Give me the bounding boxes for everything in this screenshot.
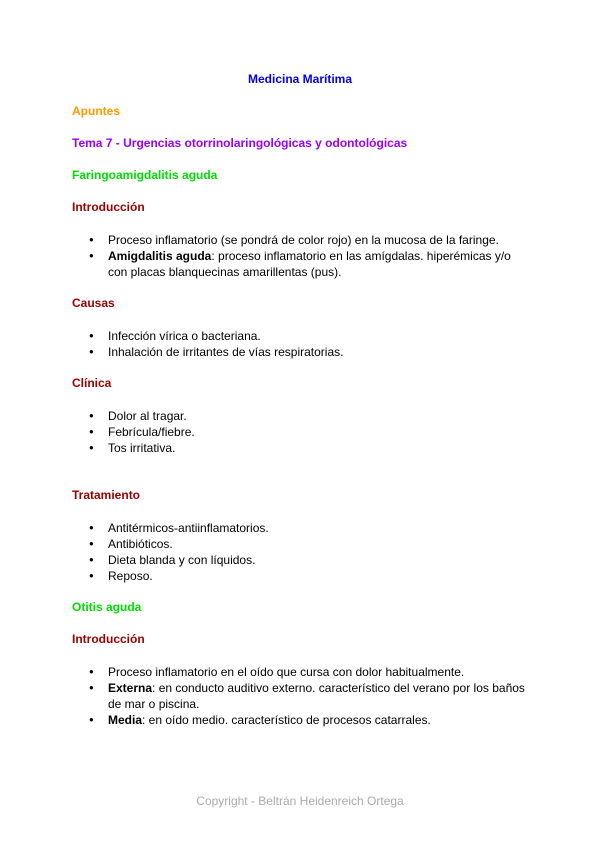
tema-heading: Tema 7 - Urgencias otorrinolaringológicas y odontológicas — [72, 136, 408, 150]
term-amigdalitis: Amigdalitis aguda — [108, 249, 212, 263]
section-title-faringoamigdalitis: Faringoamigdalitis aguda — [72, 168, 218, 182]
list-item: ● Febrícula/fiebre. — [72, 424, 532, 440]
subheading-tratamiento: Tratamiento — [72, 488, 141, 502]
document-title: Medicina Marítima — [247, 72, 353, 86]
intro-list-2 — [72, 664, 532, 728]
list-item: ● Dieta blanda y con líquidos. — [72, 552, 532, 568]
list-item: ● Inhalación de irritantes de vías respiratorias. — [72, 344, 532, 360]
copyright-footer: Copyright - Beltrán Heidenreich Ortega — [196, 794, 404, 808]
list-item: ● Dolor al tragar. — [72, 408, 532, 424]
list-item: ● Tos irritativa. — [72, 440, 532, 456]
list-item: ● Externa: en conducto auditivo externo. característico del verano por los baños de mar o piscina. — [72, 680, 532, 712]
clinica-list — [72, 408, 532, 456]
subheading-clinica: Clínica — [72, 376, 112, 390]
intro-list-1 — [72, 232, 532, 280]
list-item: ● Proceso inflamatorio (se pondrá de color rojo) en la mucosa de la faringe. — [72, 232, 532, 248]
list-item: ● Reposo. — [72, 568, 532, 584]
list-item: ● Proceso inflamatorio en el oído que cursa con dolor habitualmente. — [72, 664, 532, 680]
list-item: ● Antitérmicos-antiinflamatorios. — [72, 520, 532, 536]
subheading-causas: Causas — [72, 296, 115, 310]
list-item: ● Media: en oído medio. característico de procesos catarrales. — [72, 712, 532, 728]
tratamiento-list — [72, 520, 532, 584]
term-media: Media — [108, 713, 143, 727]
term-externa: Externa — [108, 681, 153, 695]
causas-list — [72, 328, 532, 360]
subheading-introduccion-2: Introducción — [72, 632, 145, 646]
subheading-introduccion-1: Introducción — [72, 200, 145, 214]
section-title-otitis: Otitis aguda — [72, 600, 142, 614]
list-item: ● Amigdalitis aguda: proceso inflamatorio en las amígdalas. hiperémicas y/o con placas blanquecinas amarillentas (pus). — [72, 248, 532, 280]
list-item: ● Antibióticos. — [72, 536, 532, 552]
apuntes-heading: Apuntes — [72, 104, 120, 118]
list-item: ● Infección vírica o bacteriana. — [72, 328, 532, 344]
